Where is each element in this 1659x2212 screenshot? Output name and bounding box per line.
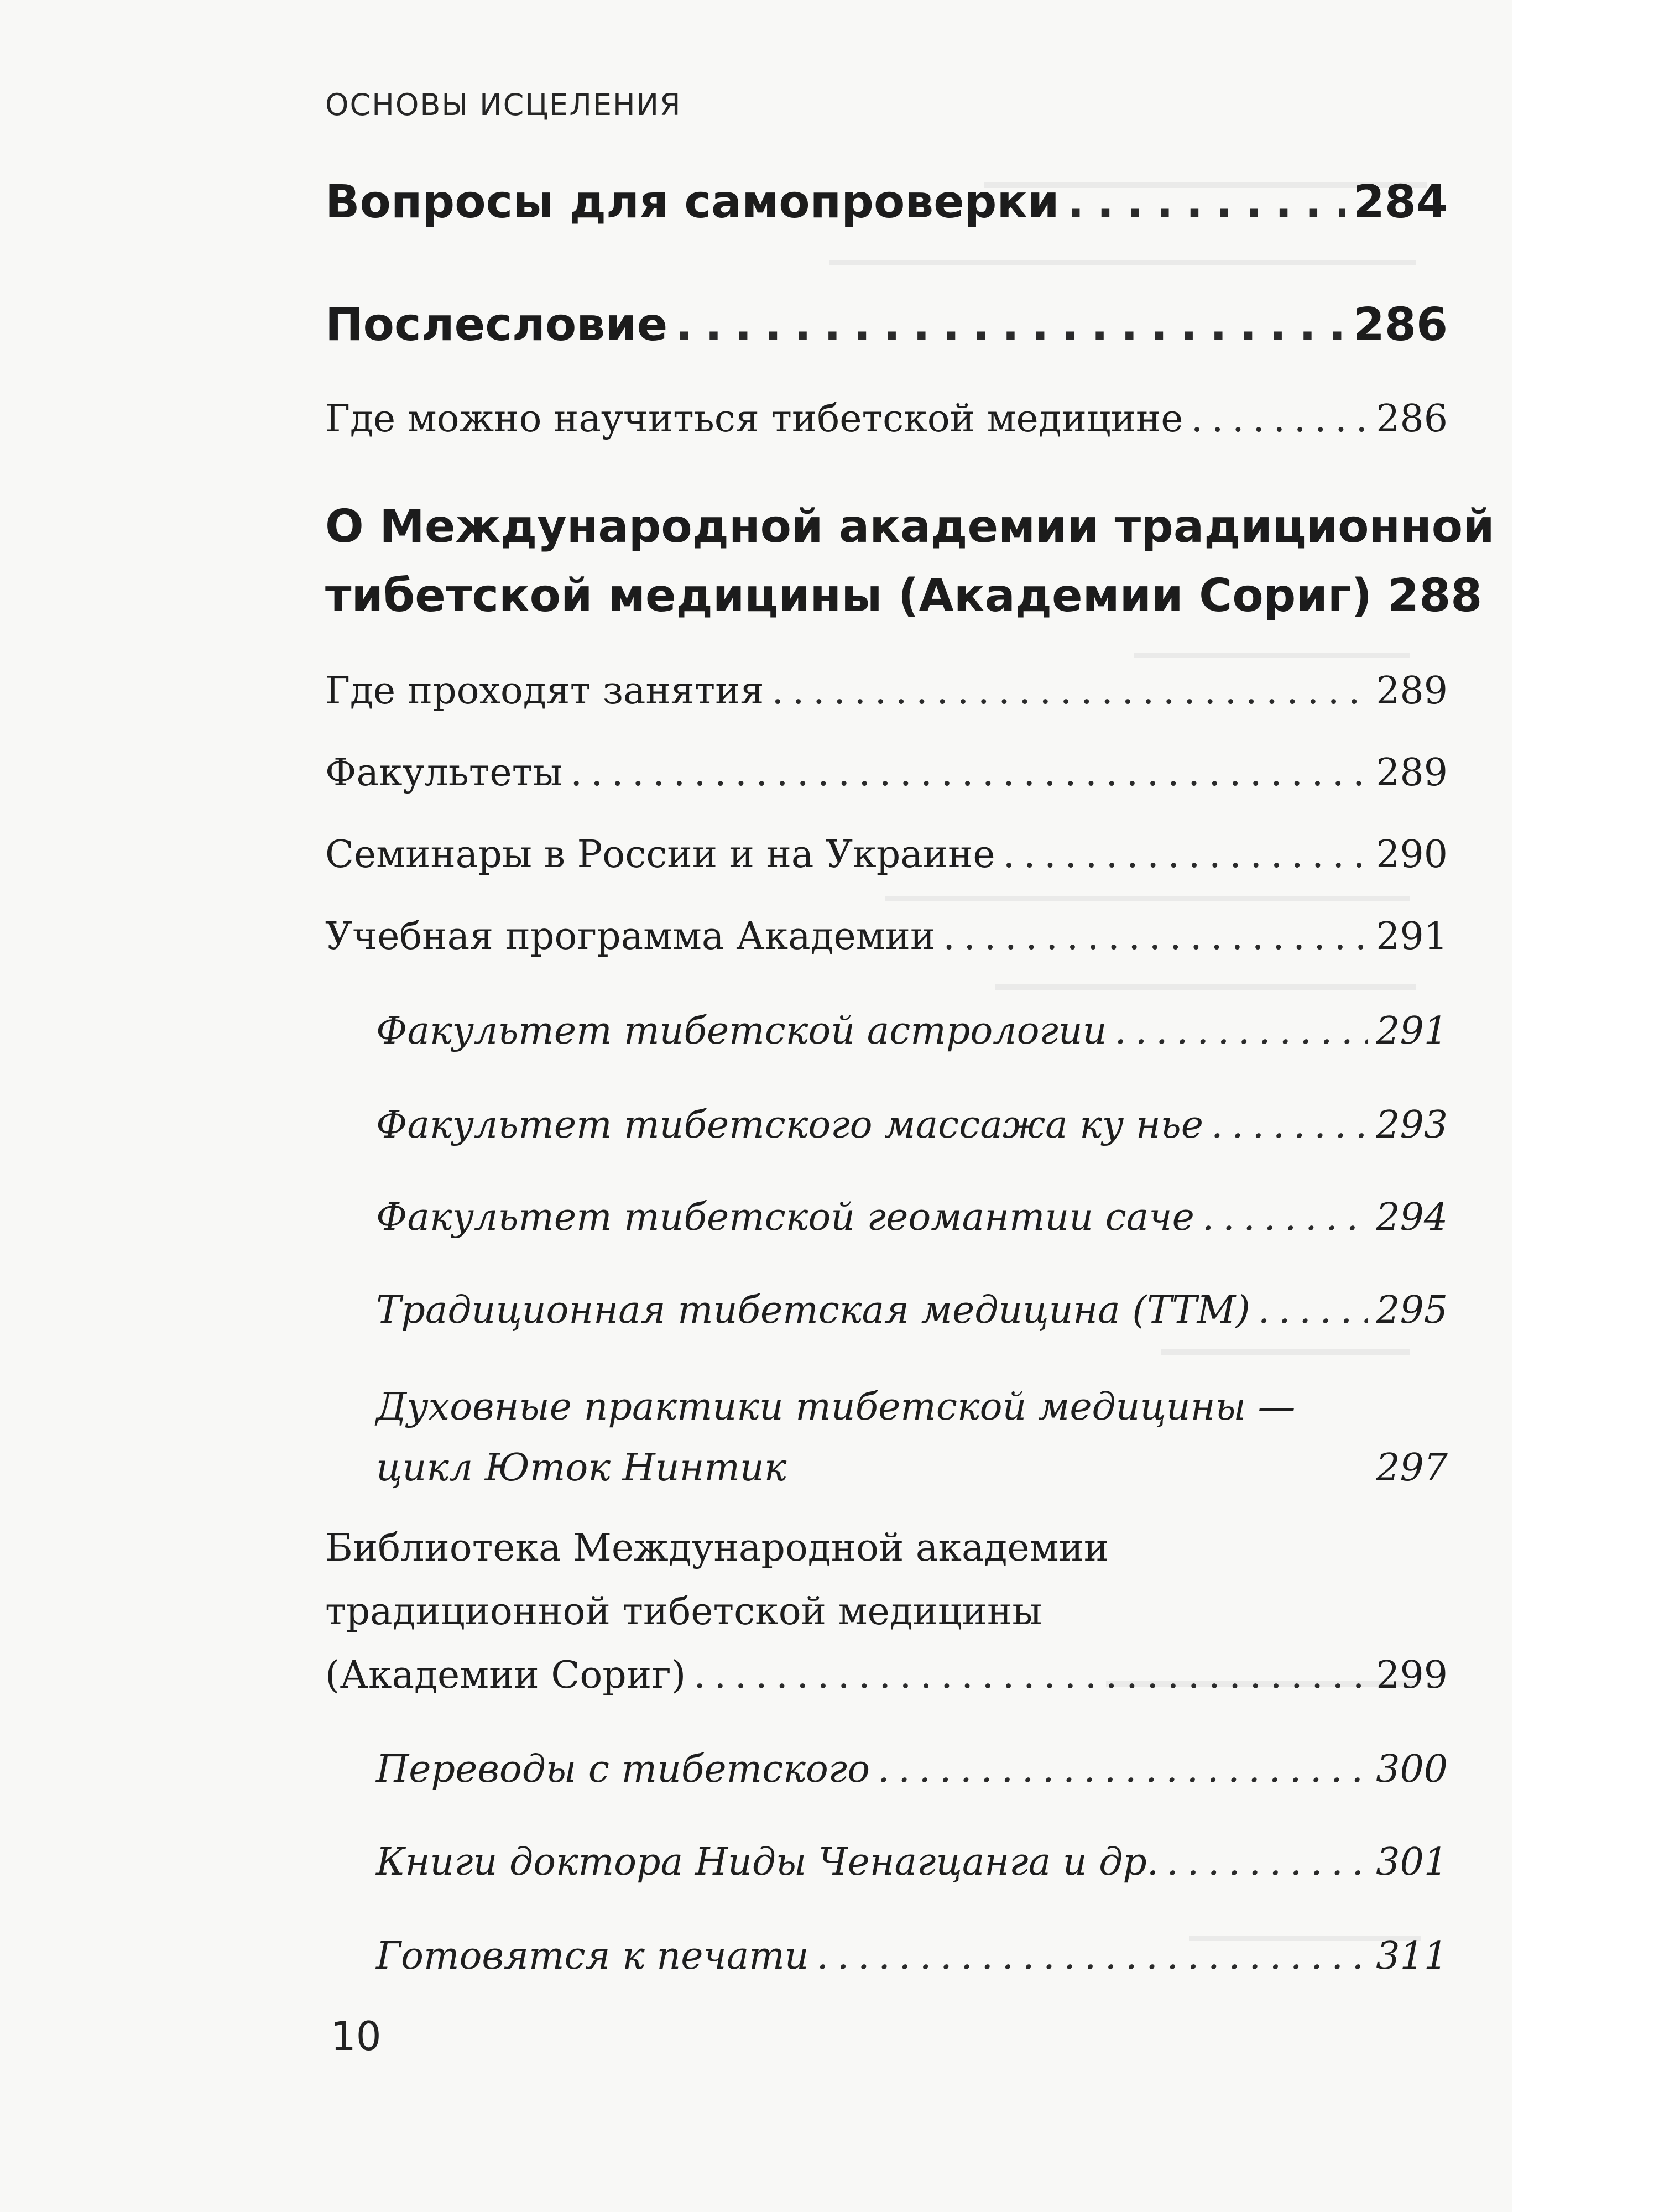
toc-subentry[interactable] xyxy=(376,1103,1448,1147)
toc-page-number: 289 xyxy=(1376,669,1448,713)
toc-entry[interactable] xyxy=(325,915,1448,958)
toc-entry-title: цикл Юток Нинтик xyxy=(376,1446,787,1490)
toc-subentry[interactable] xyxy=(376,1196,1448,1239)
toc-entry-title: Семинары в России и на Украине xyxy=(325,833,995,877)
toc-subentry[interactable] xyxy=(376,1288,1448,1332)
dot-leader xyxy=(1067,176,1345,228)
toc-subentry[interactable] xyxy=(376,1840,1448,1884)
dot-leader xyxy=(878,1747,1368,1791)
toc-subentry[interactable] xyxy=(376,1747,1448,1791)
toc-entry[interactable] xyxy=(325,669,1448,713)
toc-entry-title: Где можно научиться тибетской медицине xyxy=(325,397,1183,441)
toc-entry-title: Традиционная тибетская медицина (ТТМ) xyxy=(376,1288,1250,1332)
dot-leader xyxy=(772,669,1369,713)
toc-entry-title: Вопросы для самопроверки xyxy=(325,176,1060,228)
toc-page-number: 291 xyxy=(1376,915,1448,958)
toc-page-number: 299 xyxy=(1376,1653,1448,1697)
dot-leader xyxy=(1166,1840,1368,1884)
toc-entry[interactable] xyxy=(325,176,1448,228)
toc-entry-title: Факультет тибетской геомантии саче xyxy=(376,1196,1194,1239)
dot-leader xyxy=(817,1934,1369,1978)
toc-page-number: 293 xyxy=(1376,1103,1448,1147)
running-head: ОСНОВЫ ИСЦЕЛЕНИЯ xyxy=(325,87,682,122)
toc-entry[interactable] xyxy=(325,751,1448,795)
toc-page-number: 300 xyxy=(1376,1747,1448,1791)
dot-leader xyxy=(693,1653,1368,1697)
toc-entry-title: Переводы с тибетского xyxy=(376,1747,870,1791)
toc-entry-title: Книги доктора Ниды Ченагцанга и др. xyxy=(376,1840,1159,1884)
toc-entry-title: Факультет тибетского массажа ку нье xyxy=(376,1103,1204,1147)
toc-entry-title: Послесловие xyxy=(325,299,668,351)
toc-page-number: 311 xyxy=(1376,1934,1448,1978)
toc-entry[interactable] xyxy=(325,1653,1448,1697)
dot-leader xyxy=(675,299,1345,351)
toc-subentry[interactable] xyxy=(376,1009,1448,1053)
dot-leader xyxy=(1202,1196,1368,1239)
dot-leader xyxy=(1191,397,1369,441)
toc-subentry[interactable] xyxy=(376,1934,1448,1978)
dot-leader xyxy=(943,915,1368,958)
toc-entry-title-line2: традиционной тибетской медицины xyxy=(325,1590,1042,1634)
toc-entry-title: Факультет тибетской астрологии xyxy=(376,1009,1107,1053)
toc-entry-title: Готовятся к печати xyxy=(376,1934,809,1978)
dot-leader xyxy=(1114,1009,1368,1053)
toc-entry-title-line1: Библиотека Международной академии xyxy=(325,1526,1109,1570)
toc-page-number: 294 xyxy=(1376,1196,1448,1239)
toc-entry-title: Учебная программа Академии xyxy=(325,915,936,958)
toc-entry-title-line1: Духовные практики тибетской медицины — xyxy=(376,1385,1296,1429)
toc-entry-title: Где проходят занятия xyxy=(325,669,764,713)
toc-page-number: 286 xyxy=(1376,397,1448,441)
toc-entry[interactable] xyxy=(325,397,1448,441)
toc-entry-title: тибетской медицины (Академии Сориг) xyxy=(325,570,1373,622)
toc-page-number: 284 xyxy=(1353,176,1448,228)
toc-page-number: 291 xyxy=(1376,1009,1448,1053)
toc-entry-title: (Академии Сориг) xyxy=(325,1653,686,1697)
toc-page-number: 288 xyxy=(1387,570,1483,622)
dot-leader xyxy=(570,751,1368,795)
toc-entry-title-line1: О Международной академии традиционной xyxy=(325,500,1495,553)
page-number-folio: 10 xyxy=(331,2013,382,2059)
toc-page-number: 301 xyxy=(1376,1840,1448,1884)
toc-page-number: 286 xyxy=(1353,299,1448,351)
toc-entry[interactable] xyxy=(325,833,1448,877)
toc-page-number: 290 xyxy=(1376,833,1448,877)
dot-leader xyxy=(1211,1103,1368,1147)
toc-page-number: 289 xyxy=(1376,751,1448,795)
toc-page-number: 297 xyxy=(1376,1446,1448,1490)
toc-subentry[interactable] xyxy=(376,1446,1448,1490)
toc-page-number: 295 xyxy=(1376,1288,1448,1332)
toc-entry[interactable] xyxy=(325,570,1483,622)
toc-entry[interactable] xyxy=(325,299,1448,351)
dot-leader xyxy=(1003,833,1369,877)
dot-leader xyxy=(1258,1288,1368,1332)
toc-entry-title: Факультеты xyxy=(325,751,563,795)
